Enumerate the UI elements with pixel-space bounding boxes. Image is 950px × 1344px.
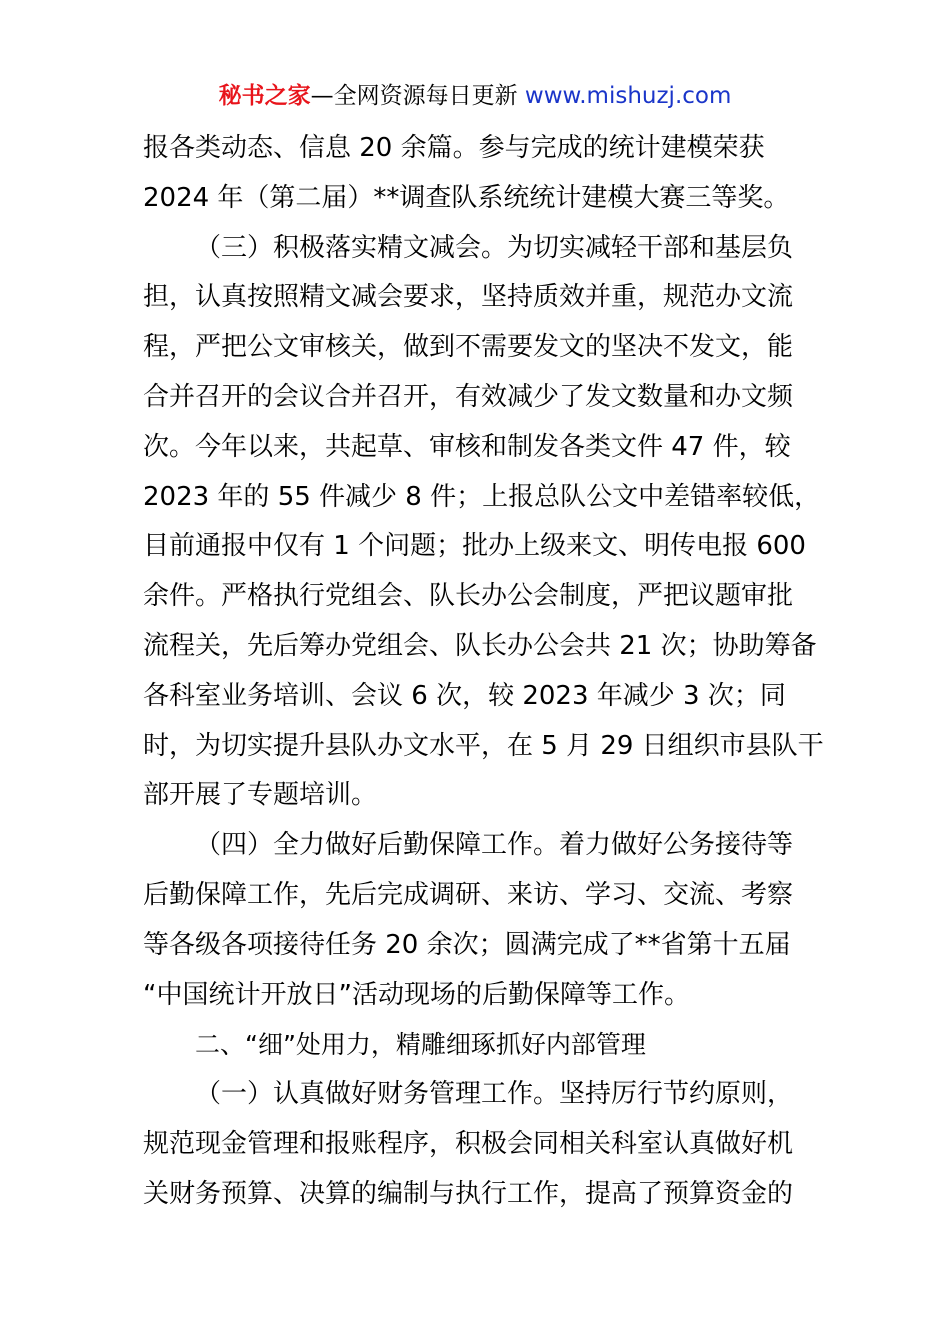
text-line: 报各类动态、信息 20 余篇。参与完成的统计建模荣获: [143, 133, 765, 163]
site-url[interactable]: www.mishuzj.com: [524, 83, 732, 109]
text-line: 程，严把公文审核关，做到不需要发文的坚决不发文，能: [143, 332, 794, 363]
text-line: 余件。严格执行党组会、队长办公会制度，严把议题审批: [143, 581, 794, 612]
section-paragraph-start: （一）认真做好财务管理工作。坚持厉行节约原则，: [195, 1079, 794, 1110]
text-line: 后勤保障工作，先后完成调研、来访、学习、交流、考察: [143, 879, 794, 910]
document-body: [143, 124, 824, 1220]
text-line: 部开展了专题培训。: [143, 780, 378, 811]
site-header: [0, 80, 950, 112]
text-line: 2024 年（第二届）**调查队系统统计建模大赛三等奖。: [143, 182, 790, 213]
text-line: 时，为切实提升县队办文水平，在 5 月 29 日组织市县队干: [143, 730, 824, 761]
site-tagline: —全网资源每日更新: [310, 83, 525, 109]
text-line: 2023 年的 55 件减少 8 件；上报总队公文中差错率较低，: [143, 481, 821, 512]
text-line: 目前通报中仅有 1 个问题；批办上级来文、明传电报 600: [143, 531, 806, 562]
text-line: 各科室业务培训、会议 6 次，较 2023 年减少 3 次；同: [143, 680, 786, 711]
text-line: 等各级各项接待任务 20 余次；圆满完成了**省第十五届: [143, 929, 791, 960]
text-line: 担，认真按照精文减会要求，坚持质效并重，规范办文流: [143, 282, 794, 313]
text-line: 关财务预算、决算的编制与执行工作，提高了预算资金的: [143, 1178, 794, 1209]
text-line: 流程关，先后筹办党组会、队长办公会共 21 次；协助筹备: [143, 630, 817, 661]
section-paragraph-start: （三）积极落实精文减会。为切实减轻干部和基层负: [195, 232, 794, 263]
section-paragraph-start: （四）全力做好后勤保障工作。着力做好公务接待等: [195, 830, 794, 861]
site-brand: 秘书之家: [218, 83, 311, 109]
text-line: 合并召开的会议合并召开，有效减少了发文数量和办文频: [143, 381, 794, 412]
section-heading: 二、“细”处用力，精雕细琢抓好内部管理: [195, 1030, 646, 1060]
text-line: 次。今年以来，共起草、审核和制发各类文件 47 件，较: [143, 431, 791, 462]
text-line: “中国统计开放日”活动现场的后勤保障等工作。: [143, 979, 690, 1010]
text-line: 规范现金管理和报账程序，积极会同相关科室认真做好机: [143, 1128, 794, 1159]
